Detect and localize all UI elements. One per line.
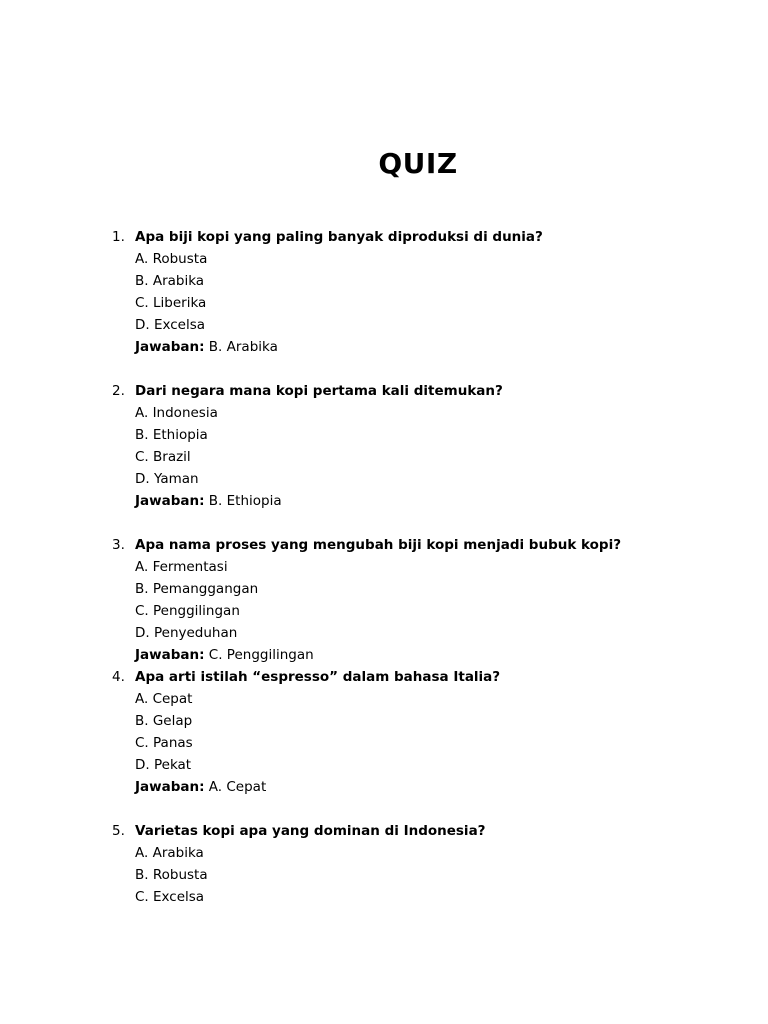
option-b: B. Arabika — [135, 273, 205, 289]
option-c: C. Brazil — [135, 449, 191, 465]
question-5 — [112, 820, 732, 908]
option-c: C. Excelsa — [135, 889, 205, 905]
option-a: A. Fermentasi — [135, 559, 228, 575]
page-title: QUIZ — [378, 147, 458, 180]
option-d: D. Penyeduhan — [135, 625, 238, 641]
quiz-list — [112, 226, 732, 908]
answer-label: Jawaban: — [135, 339, 205, 355]
option-a: A. Cepat — [135, 691, 193, 707]
answer-label: Jawaban: — [135, 779, 205, 795]
option-b: B. Ethiopia — [135, 427, 208, 443]
option-c: C. Liberika — [135, 295, 207, 311]
question-number: 4. — [112, 669, 125, 685]
answer-line — [135, 490, 732, 512]
option-a: A. Indonesia — [135, 405, 218, 421]
option-b: B. Robusta — [135, 867, 208, 883]
answer-value: A. Cepat — [208, 779, 267, 795]
answer-line — [135, 336, 732, 358]
question-text: Apa nama proses yang mengubah biji kopi menjadi bubuk kopi? — [135, 537, 622, 553]
option-d: D. Yaman — [135, 471, 199, 487]
question-text: Apa biji kopi yang paling banyak diproduksi di dunia? — [135, 229, 543, 245]
answer-label: Jawaban: — [135, 493, 205, 509]
option-b: B. Pemanggangan — [135, 581, 259, 597]
option-c: C. Panas — [135, 735, 193, 751]
answer-value: C. Penggilingan — [208, 647, 314, 663]
answer-value: B. Arabika — [208, 339, 278, 355]
question-number: 3. — [112, 537, 125, 553]
question-1 — [112, 226, 732, 358]
question-text: Apa arti istilah “espresso” dalam bahasa Italia? — [135, 669, 501, 685]
question-4 — [112, 666, 732, 798]
option-a: A. Robusta — [135, 251, 208, 267]
question-text: Varietas kopi apa yang dominan di Indonesia? — [135, 823, 486, 839]
answer-label: Jawaban: — [135, 647, 205, 663]
answer-line — [135, 776, 732, 798]
option-b: B. Gelap — [135, 713, 193, 729]
answer-value: B. Ethiopia — [208, 493, 282, 509]
question-2 — [112, 380, 732, 512]
option-d: D. Pekat — [135, 757, 192, 773]
question-text: Dari negara mana kopi pertama kali ditemukan? — [135, 383, 503, 399]
question-number: 1. — [112, 229, 125, 245]
question-3 — [112, 534, 732, 666]
question-number: 5. — [112, 823, 125, 839]
option-a: A. Arabika — [135, 845, 204, 861]
option-d: D. Excelsa — [135, 317, 206, 333]
question-number: 2. — [112, 383, 125, 399]
option-c: C. Penggilingan — [135, 603, 240, 619]
answer-line — [135, 644, 732, 666]
